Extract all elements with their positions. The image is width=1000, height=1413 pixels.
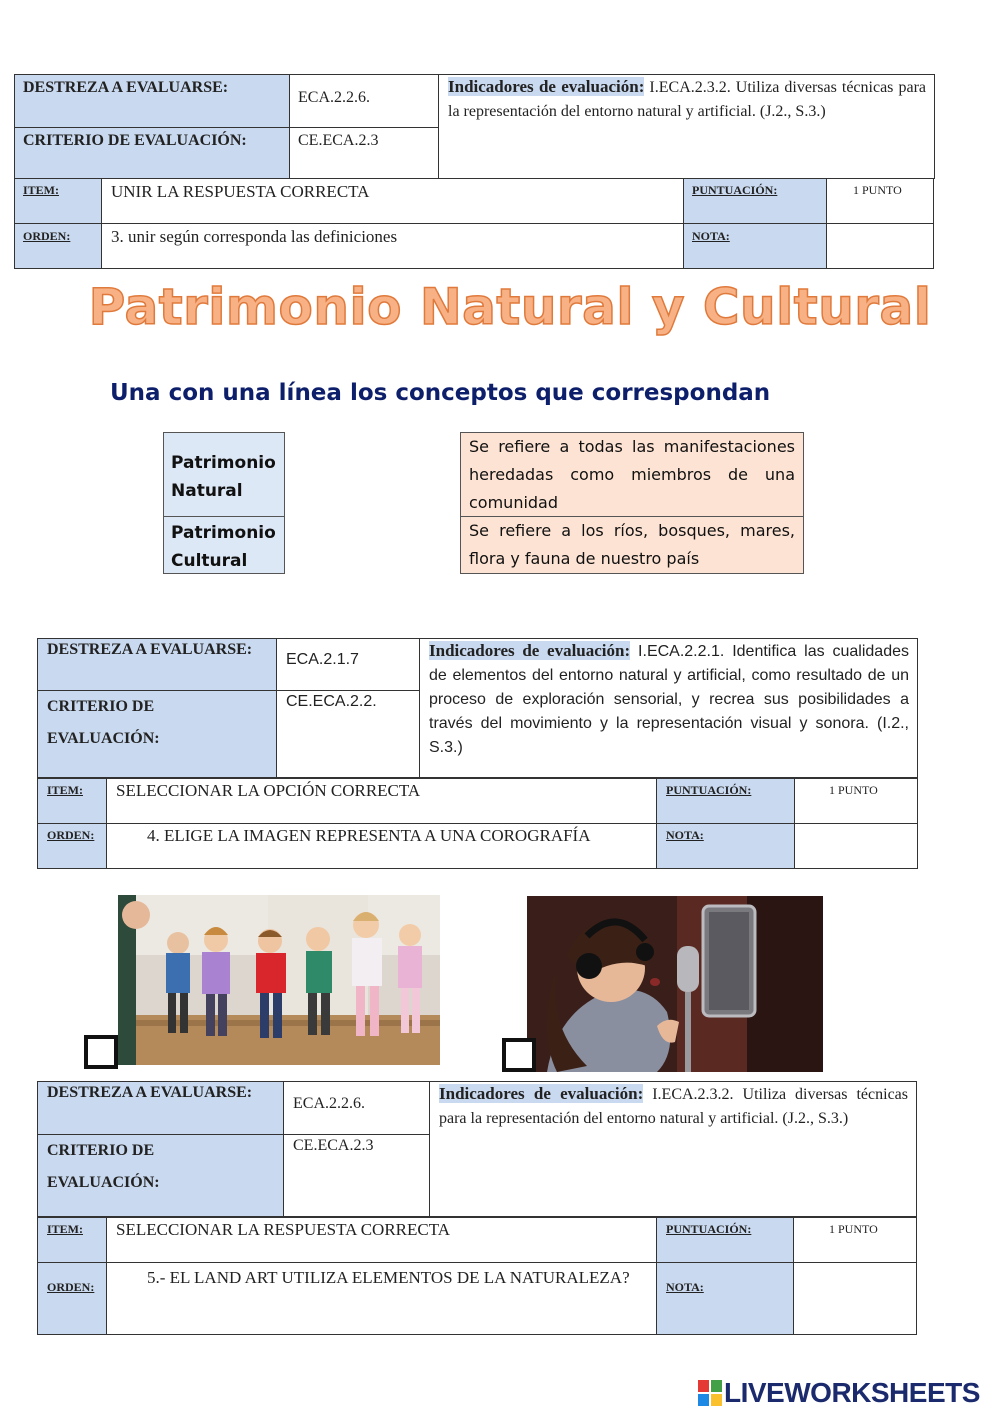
orden-label: ORDEN: (23, 229, 71, 243)
criterio-value-cell (289, 127, 439, 179)
match-right-item-1[interactable] (460, 432, 804, 517)
dance-class-photo (118, 895, 440, 1065)
item-value-cell (101, 178, 684, 224)
puntuacion-value-cell (794, 778, 918, 824)
choice-checkbox-dance[interactable] (84, 1035, 118, 1069)
puntuacion-label-cell (683, 178, 827, 224)
item-label: ITEM: (23, 183, 59, 197)
singer-studio-illustration (527, 896, 823, 1072)
item-label: ITEM: (47, 783, 83, 797)
destreza-label: DESTREZA A EVALUARSE: (47, 1084, 253, 1101)
indicadores-cell (419, 638, 918, 778)
puntuacion-label: PUNTUACIÓN: (666, 1222, 752, 1236)
orden-label: ORDEN: (47, 828, 95, 842)
nota-label: NOTA: (666, 1280, 704, 1294)
orden-label-cell (37, 1262, 107, 1335)
indicadores-label: Indicadores de evaluación: (448, 77, 645, 96)
puntuacion-value-cell (826, 178, 934, 224)
destreza-value: ECA.2.1.7 (286, 651, 359, 668)
orden-label: ORDEN: (47, 1280, 95, 1294)
destreza-label-cell (14, 74, 290, 128)
orden-label-cell (14, 223, 102, 269)
liveworksheets-logo-icon (698, 1380, 722, 1406)
match-right-item-2[interactable] (460, 516, 804, 574)
orden-value-cell (106, 1262, 657, 1335)
item-value-cell (106, 778, 657, 824)
indicadores-text-block (429, 639, 909, 760)
indicadores-text: I.ECA.2.2.1. Identifica las cualidades de elementos del entorno natural y artificial, como resultado de un proceso de exploración sensorial, y recrea sus posibilidades a través del movimiento y la representación visual y sonora. (I.2., S.3.) (429, 643, 909, 756)
activity-instruction: Una con una línea los conceptos que correspondan (110, 380, 771, 406)
puntuacion-label-cell (656, 778, 795, 824)
destreza-label: DESTREZA A EVALUARSE: (23, 79, 229, 96)
orden-value: 5.- EL LAND ART UTILIZA ELEMENTOS DE LA NATURALEZA? (147, 1268, 630, 1287)
criterio-label: CRITERIO DE EVALUACIÓN: (47, 1142, 160, 1191)
orden-label-cell (37, 823, 107, 869)
puntuacion-value: 1 PUNTO (829, 1222, 878, 1236)
item-value-cell (106, 1217, 657, 1263)
puntuacion-label: PUNTUACIÓN: (666, 783, 752, 797)
destreza-label: DESTREZA A EVALUARSE: (47, 641, 253, 658)
nota-label-cell (656, 1262, 794, 1335)
item-label-cell (37, 778, 107, 824)
criterio-value-cell (276, 690, 420, 778)
nota-value-cell[interactable] (794, 823, 918, 869)
criterio-value-cell (283, 1134, 430, 1217)
destreza-value-cell (289, 74, 439, 128)
puntuacion-label: PUNTUACIÓN: (692, 183, 778, 197)
nota-label: NOTA: (692, 229, 730, 243)
puntuacion-value: 1 PUNTO (853, 183, 902, 197)
criterio-label-cell (37, 1134, 284, 1217)
indicadores-cell (429, 1081, 917, 1217)
orden-value-cell (101, 223, 684, 269)
destreza-value: ECA.2.2.6. (298, 89, 370, 106)
match-left-text: Patrimonio Natural (171, 453, 276, 501)
orden-value-cell (106, 823, 657, 869)
item-value: SELECCIONAR LA OPCIÓN CORRECTA (116, 781, 421, 800)
item-label: ITEM: (47, 1222, 83, 1236)
indicadores-label: Indicadores de evaluación: (429, 641, 631, 660)
criterio-label-cell (14, 127, 290, 179)
destreza-value: ECA.2.2.6. (293, 1095, 365, 1112)
criterio-label: CRITERIO DE EVALUACIÓN: (23, 132, 247, 149)
choice-checkbox-singer[interactable] (502, 1038, 536, 1072)
orden-value: 3. unir según corresponda las definiciones (111, 227, 398, 246)
destreza-value-cell (283, 1081, 430, 1135)
match-right-text: Se refiere a todas las manifestaciones heredadas como miembros de una comunidad (469, 437, 795, 512)
destreza-value-cell (276, 638, 420, 691)
criterio-label: CRITERIO DE EVALUACIÓN: (47, 698, 160, 747)
item-label-cell (37, 1217, 107, 1263)
criterio-value: CE.ECA.2.2. (286, 693, 377, 710)
activity-title: Patrimonio Natural y Cultural (88, 278, 932, 336)
criterio-value: CE.ECA.2.3 (298, 132, 379, 149)
orden-value: 4. ELIGE LA IMAGEN REPRESENTA A UNA COROGRAFÍA (147, 826, 591, 845)
nota-label: NOTA: (666, 828, 704, 842)
puntuacion-value: 1 PUNTO (829, 783, 878, 797)
indicadores-text: I.ECA.2.3.2. Utiliza diversas técnicas para la representación del entorno natural y artificial. (J.2., S.3.) (448, 79, 926, 120)
puntuacion-value-cell (793, 1217, 917, 1263)
dance-class-illustration (118, 895, 440, 1065)
match-right-text: Se refiere a los ríos, bosques, mares, flora y fauna de nuestro país (469, 521, 795, 568)
match-left-item-cultural[interactable] (163, 516, 285, 574)
nota-value-cell[interactable] (793, 1262, 917, 1335)
match-left-text: Patrimonio Cultural (171, 523, 276, 571)
liveworksheets-logo (698, 1377, 994, 1409)
nota-label-cell (683, 223, 827, 269)
indicadores-text-block (448, 75, 926, 124)
match-left-item-natural[interactable] (163, 432, 285, 517)
singer-studio-photo (527, 896, 823, 1072)
nota-value-cell[interactable] (826, 223, 934, 269)
puntuacion-label-cell (656, 1217, 794, 1263)
indicadores-label: Indicadores de evaluación: (439, 1084, 644, 1103)
destreza-label-cell (37, 638, 277, 691)
indicadores-text: I.ECA.2.3.2. Utiliza diversas técnicas para la representación del entorno natural y artificial. (J.2., S.3.) (439, 1086, 908, 1127)
criterio-label-cell (37, 690, 277, 778)
indicadores-cell (438, 74, 935, 179)
criterio-value: CE.ECA.2.3 (293, 1137, 374, 1154)
item-label-cell (14, 178, 102, 224)
destreza-label-cell (37, 1081, 284, 1135)
indicadores-text-block (439, 1082, 908, 1131)
item-value: SELECCIONAR LA RESPUESTA CORRECTA (116, 1220, 451, 1239)
nota-label-cell (656, 823, 795, 869)
item-value: UNIR LA RESPUESTA CORRECTA (111, 182, 370, 201)
liveworksheets-logo-text: LIVEWORKSHEETS (724, 1377, 980, 1408)
